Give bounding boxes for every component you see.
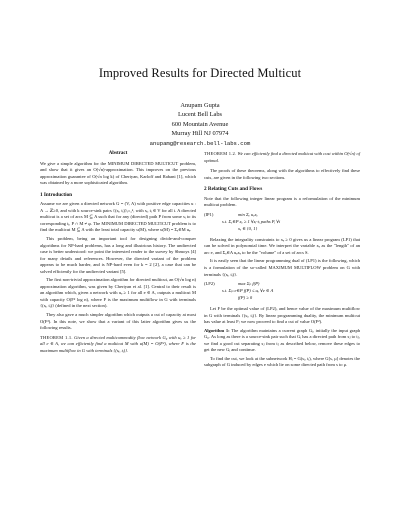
section-2-paragraph-2: Relaxing the integrality constraints to xₑ ≥ 0 gives us a linear program (LP1) that can be solved in polynomial time. We interpret the variable xₑ as the "length" of an arc e, and Σₑ∈A uₑxₑ to be the "volume" of a set of arcs S. — [204, 236, 360, 255]
intro-paragraph-1: Assume we are given a directed network G = (V, A) with positive edge capacities u : A → ℤ≥0, and with k source-sink pairs {(sᵢ, tᵢ)}ᵢ₌₁ᵏ, with sᵢ, tᵢ ∈ V for all i. A directed multicut is a set of arcs M ⊆ A such that for any (directed) path P from some sᵢ to its corresponding tᵢ, P ∩ M ≠ φ. The MINIMUM DIRECTED MULTICUT problem is to find the multicut M ⊆ A with the least total capacity u(M), where u(M) = Σₑ∈M uₑ. — [40, 201, 196, 233]
theorem-1-2-text: We can efficiently find a directed multicut with cost within O(√n) of optimal. — [204, 151, 360, 163]
intro-paragraph-2: This problem, being an important tool for designing divide-and-conquer algorithms for NP-hard problems, has a long and illustrious history. The undirected case is better understood: we point the interested reader to the survey by Shmoys [4] for many details and references. However, the directed variant of the problem appears to be much harder, and is NP-hard even for k = 2 [2], a case that can be solved efficiently for the undirected variant [5]. — [40, 236, 196, 274]
right-column — [204, 151, 360, 371]
author-name: Anupam Gupta — [180, 102, 220, 109]
lp2-tag: (LP2) — [204, 281, 215, 287]
author-email: anupamg@research.bell-labs.com — [149, 139, 251, 147]
ip1-program — [204, 212, 360, 234]
algorithm-1-text: The algorithm maintains a current graph Gᵢ, initially the input graph G₀. As long as there is a source-sink pair such that Gᵢ has a directed path from sⱼ to tⱼ, we find a good cut separating sⱼ from tⱼ as described below, remove these edges to get the new Gᵢ and continue. — [204, 327, 360, 353]
section-2-paragraph-3: It is easily seen that the linear programming dual of (LP1) is the following, which is a formulation of the so-called MAXIMUM MULTIFLOW problem on G with terminals {(sᵢ, tᵢ)}. — [204, 258, 360, 277]
ip1-domain: xₑ ∈ {0, 1} — [238, 225, 258, 231]
author-block — [0, 101, 400, 148]
abstract-text: We give a simple algorithm for the MINIMUM DIRECTED MULTICUT problem, and show that it gives an O(√n)-approximation. This improves on the previous approximation guarantee of O(√n log k) of Cheriyan, Karloff and Rabani [1], which was obtained by a more sophisticated algorithm. — [40, 160, 196, 186]
section-2-paragraph-1: Note that the following integer linear program is a reformulation of the minimum multicut problem. — [204, 195, 360, 208]
ip1-tag: (IP1) — [204, 211, 214, 217]
section-2-paragraph-4: Let F be the optimal value of (LP2), and hence value of the maximum multiflow in G with terminals {(sᵢ, tᵢ)}. By linear programming duality, the minimum multicut has value at least F; we now proceed to find a cut of value O(F²). — [204, 306, 360, 325]
ip1-constraint: s.t. Σₑ∈P xₑ ≥ 1 ∀sᵢ-tᵢ paths P, ∀i — [222, 218, 281, 224]
lp2-program — [204, 281, 360, 303]
theorem-1-1 — [40, 335, 196, 355]
paper-title: Improved Results for Directed Multicut — [98, 66, 302, 80]
theorem-1-2 — [204, 151, 360, 164]
left-column — [40, 151, 196, 358]
theorem-1-1-label: THEOREM 1.1. — [40, 334, 73, 340]
algorithm-1 — [204, 328, 360, 354]
ip1-objective: min Σₑ uₑxₑ — [238, 211, 258, 217]
author-address-street: 600 Mountain Avenue — [171, 120, 229, 128]
lp2-domain: f(P) ≥ 0 — [238, 295, 253, 301]
right-intro-paragraph: The proofs of these theorems, along with the algorithms to effectively find these cuts, are given in the following two sections. — [204, 168, 360, 180]
theorem-1-1-text: Given a directed multicommodity flow network G₀ with uₑ ≥ 1 for all e ∈ A, we can efficiently find a multicut M with u(M) = O(F²), where F is the maximum multiflow in G with terminals {(sᵢ, tᵢ)}. — [40, 334, 196, 353]
lp2-objective: max Σₚ f(P) — [238, 281, 260, 287]
intro-paragraph-4: They also gave a much simpler algorithm which outputs a cut of capacity at most O(F²). In this note, we show that a variant of this latter algorithm gives us the following results. — [40, 312, 196, 331]
abstract-heading: Abstract — [108, 151, 128, 156]
section-2-heading: 2 Relating Cuts and Flows — [204, 186, 263, 193]
theorem-1-2-label: THEOREM 1.2. — [204, 151, 237, 156]
section-1-heading: 1 Introduction — [40, 191, 73, 198]
author-address-city: Murray Hill NJ 07974 — [171, 130, 229, 138]
section-2-paragraph-5: To find the cut, we look at the subnetwork Hᵢ = G(sᵢ, tᵢ), where G[s, μ] denotes the subgraph of G induced by edges e which lie on some directed path from s to μ. — [204, 355, 360, 368]
intro-paragraph-3: The first non-trivial approximation algorithm for directed multicut, an O(√n log n) approximation algorithm, was given by Cheriyan et al. [1]. Central to their result is an algorithm which, given a network with uₑ ≥ 1 for all e ∈ A, outputs a multicut M with capacity O(F² log n), where F is the maximum multiflow in G with terminals {(sᵢ, tᵢ)} (defined in the next section). — [40, 277, 196, 309]
author-affiliation: Lucent Bell Labs — [177, 111, 222, 119]
lp2-constraint: s.t. Σₚ:e∈P f(P) ≤ uₑ ∀e ∈ A — [222, 288, 274, 294]
algorithm-1-label: Algorithm 1: — [204, 327, 230, 333]
